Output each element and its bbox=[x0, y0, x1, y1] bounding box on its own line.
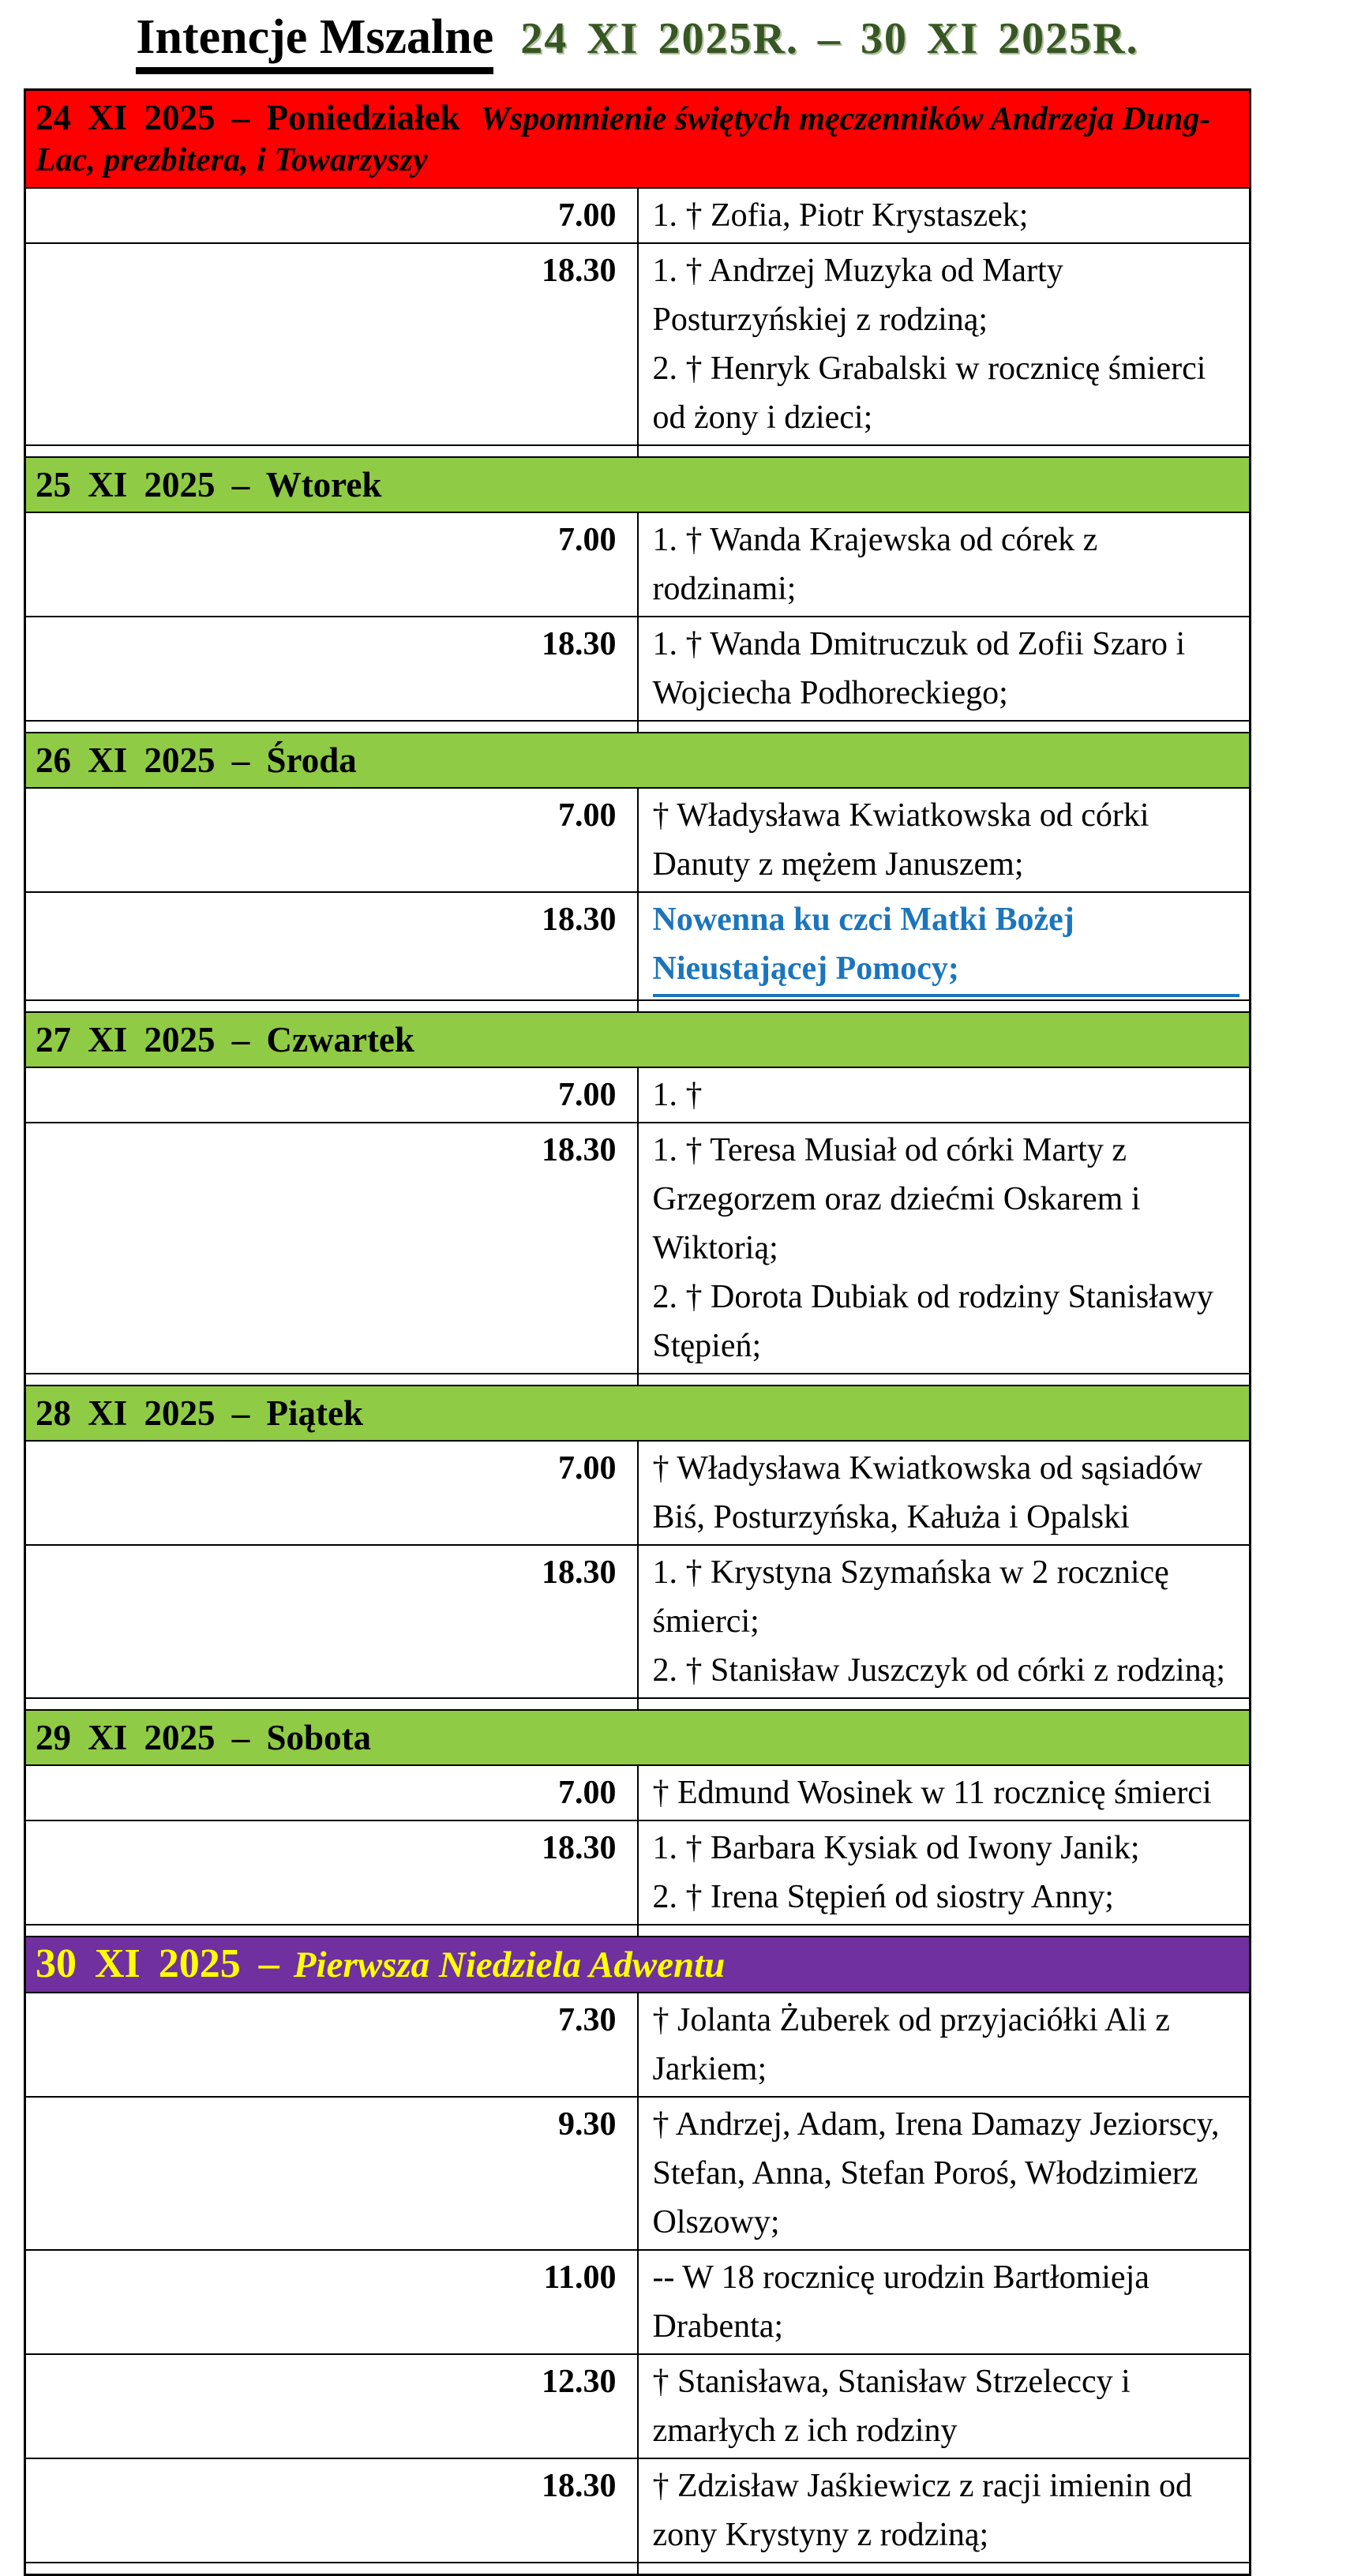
spacer-cell bbox=[25, 1374, 638, 1385]
intention-line: 1. † Andrzej Muzyka od Marty Posturzyńskiej z rodziną; bbox=[652, 253, 1063, 338]
mass-intentions-cell bbox=[638, 188, 1251, 243]
day-header-cell bbox=[25, 1385, 1251, 1441]
intention-row bbox=[25, 188, 1251, 243]
mass-intentions-table bbox=[24, 88, 1251, 2576]
mass-intentions-cell bbox=[638, 243, 1251, 445]
day-header-note: Pierwsza Niedziela Adwentu bbox=[293, 1944, 726, 1985]
intention-row bbox=[25, 892, 1251, 1000]
spacer-cell bbox=[25, 2563, 638, 2575]
intention-line: 2. † Irena Stępień od siostry Anny; bbox=[652, 1879, 1114, 1915]
intention-row bbox=[25, 1765, 1251, 1820]
mass-time-cell: 18.30 bbox=[25, 1123, 638, 1374]
mass-time-cell: 7.00 bbox=[25, 1067, 638, 1123]
mass-time-cell: 18.30 bbox=[25, 892, 638, 1000]
mass-time-cell: 18.30 bbox=[25, 617, 638, 721]
intention-row bbox=[25, 788, 1251, 892]
day-header-row bbox=[25, 1710, 1251, 1765]
mass-intentions-cell bbox=[638, 788, 1251, 892]
intention-line: -- W 18 rocznicę urodzin Bartłomieja Drabenta; bbox=[652, 2259, 1149, 2345]
mass-time-cell: 9.30 bbox=[25, 2097, 638, 2250]
intention-line: 1. † Zofia, Piotr Krystaszek; bbox=[652, 197, 1029, 234]
mass-intentions-cell bbox=[638, 1820, 1251, 1925]
day-header-date: 27 XI 2025 – Czwartek bbox=[36, 1020, 414, 1059]
intention-row bbox=[25, 512, 1251, 617]
mass-time-cell: 7.00 bbox=[25, 512, 638, 617]
intention-row bbox=[25, 2458, 1251, 2563]
intention-line: † Jolanta Żuberek od przyjaciółki Ali z Jarkiem; bbox=[652, 2002, 1170, 2087]
spacer-cell bbox=[638, 721, 1251, 733]
mass-intentions-cell bbox=[638, 892, 1251, 1000]
intention-row bbox=[25, 243, 1251, 445]
mass-time-cell: 12.30 bbox=[25, 2354, 638, 2458]
intention-line: † Zdzisław Jaśkiewicz z racji imienin od zony Krystyny z rodziną; bbox=[652, 2468, 1192, 2553]
page-title-date-range: 24 XI 2025R. – 30 XI 2025R. bbox=[520, 14, 1139, 63]
intention-line: 2. † Stanisław Juszczyk od córki z rodziną; bbox=[652, 1652, 1225, 1689]
day-header-date: 25 XI 2025 – Wtorek bbox=[36, 465, 382, 504]
nowenna-link-text: Nowenna ku czci Matki Bożej Nieustającej Pomocy; bbox=[653, 895, 1240, 997]
page-title-main: Intencje Mszalne bbox=[136, 9, 493, 74]
mass-intentions-cell bbox=[638, 1993, 1251, 2097]
mass-intentions-cell bbox=[638, 2354, 1251, 2458]
intention-row bbox=[25, 1067, 1251, 1123]
intention-line: 1. † Teresa Musiał od córki Marty z Grzegorzem oraz dziećmi Oskarem i Wiktorią; bbox=[652, 1132, 1141, 1266]
intention-line: 1. † Wanda Krajewska od córek z rodzinami; bbox=[652, 522, 1098, 607]
spacer-row bbox=[25, 1374, 1251, 1385]
intention-line: † Stanisława, Stanisław Strzeleccy i zmarłych z ich rodziny bbox=[652, 2364, 1131, 2449]
day-header-cell bbox=[25, 733, 1251, 788]
mass-time-cell: 18.30 bbox=[25, 2458, 638, 2563]
day-header-date: 26 XI 2025 – Środa bbox=[36, 741, 357, 780]
day-header-row bbox=[25, 457, 1251, 512]
intention-row bbox=[25, 617, 1251, 721]
spacer-cell bbox=[638, 1000, 1251, 1012]
spacer-cell bbox=[638, 1374, 1251, 1385]
day-header-row bbox=[25, 1937, 1251, 1993]
spacer-cell bbox=[638, 2563, 1251, 2575]
spacer-row bbox=[25, 2563, 1251, 2575]
intention-row bbox=[25, 1545, 1251, 1698]
mass-time-cell: 18.30 bbox=[25, 243, 638, 445]
day-header-cell bbox=[25, 1937, 1251, 1993]
day-header-cell bbox=[25, 90, 1251, 189]
mass-intentions-cell bbox=[638, 2250, 1251, 2354]
day-header-cell bbox=[25, 1012, 1251, 1067]
mass-intentions-cell bbox=[638, 2458, 1251, 2563]
intention-line: 2. † Dorota Dubiak od rodziny Stanisławy Stępień; bbox=[652, 1279, 1213, 1364]
day-header-date: 28 XI 2025 – Piątek bbox=[36, 1393, 363, 1433]
intention-row bbox=[25, 2354, 1251, 2458]
day-header-note: Wspomnienie świętych męczenników Andrzeja Dung-Lac, prezbitera, i Towarzyszy bbox=[36, 101, 1211, 178]
day-header-row bbox=[25, 1385, 1251, 1441]
day-header-row bbox=[25, 90, 1251, 189]
intention-line: 1. † bbox=[652, 1077, 703, 1113]
intention-line: † Władysława Kwiatkowska od córki Danuty z mężem Januszem; bbox=[652, 797, 1149, 883]
spacer-cell bbox=[25, 1698, 638, 1710]
page-title bbox=[24, 9, 1251, 74]
mass-intentions-cell bbox=[638, 2097, 1251, 2250]
day-header-date: 24 XI 2025 – Poniedziałek bbox=[36, 98, 460, 137]
spacer-cell bbox=[638, 1925, 1251, 1937]
mass-time-cell: 7.30 bbox=[25, 1993, 638, 2097]
day-header-cell bbox=[25, 457, 1251, 512]
intention-line: 2. † Henryk Grabalski w rocznicę śmierci od żony i dzieci; bbox=[652, 351, 1206, 436]
spacer-row bbox=[25, 1000, 1251, 1012]
mass-time-cell: 18.30 bbox=[25, 1545, 638, 1698]
spacer-row bbox=[25, 721, 1251, 733]
intention-line: 1. † Wanda Dmitruczuk od Zofii Szaro i Wojciecha Podhoreckiego; bbox=[652, 626, 1186, 711]
intention-line: † Andrzej, Adam, Irena Damazy Jeziorscy, Stefan, Anna, Stefan Poroś, Włodzimierz Olszowy; bbox=[652, 2106, 1220, 2240]
spacer-row bbox=[25, 445, 1251, 457]
intention-line: 1. † Krystyna Szymańska w 2 rocznicę śmierci; bbox=[652, 1554, 1169, 1640]
mass-time-cell: 7.00 bbox=[25, 188, 638, 243]
intention-row bbox=[25, 1441, 1251, 1545]
day-header-date: 29 XI 2025 – Sobota bbox=[36, 1718, 372, 1757]
spacer-row bbox=[25, 1925, 1251, 1937]
mass-time-cell: 18.30 bbox=[25, 1820, 638, 1925]
intention-row bbox=[25, 1123, 1251, 1374]
spacer-cell bbox=[638, 445, 1251, 457]
spacer-cell bbox=[25, 445, 638, 457]
nowenna-link[interactable] bbox=[653, 895, 1240, 997]
day-header-row bbox=[25, 1012, 1251, 1067]
spacer-cell bbox=[25, 1000, 638, 1012]
mass-intentions-cell bbox=[638, 1765, 1251, 1820]
intention-row bbox=[25, 1993, 1251, 2097]
mass-intentions-cell bbox=[638, 1123, 1251, 1374]
mass-intentions-cell bbox=[638, 1441, 1251, 1545]
intention-line: 1. † Barbara Kysiak od Iwony Janik; bbox=[652, 1830, 1140, 1866]
mass-intentions-cell bbox=[638, 512, 1251, 617]
spacer-cell bbox=[638, 1698, 1251, 1710]
spacer-cell bbox=[25, 721, 638, 733]
mass-intentions-cell bbox=[638, 1545, 1251, 1698]
mass-time-cell: 11.00 bbox=[25, 2250, 638, 2354]
mass-intentions-cell bbox=[638, 1067, 1251, 1123]
day-header-row bbox=[25, 733, 1251, 788]
intention-row bbox=[25, 2250, 1251, 2354]
intention-row bbox=[25, 2097, 1251, 2250]
day-header-cell bbox=[25, 1710, 1251, 1765]
mass-time-cell: 7.00 bbox=[25, 1441, 638, 1545]
mass-time-cell: 7.00 bbox=[25, 788, 638, 892]
spacer-cell bbox=[25, 1925, 638, 1937]
intention-line: † Edmund Wosinek w 11 rocznicę śmierci bbox=[652, 1775, 1212, 1811]
intention-line: † Władysława Kwiatkowska od sąsiadów Biś, Posturzyńska, Kałuża i Opalski bbox=[652, 1450, 1203, 1535]
spacer-row bbox=[25, 1698, 1251, 1710]
mass-intentions-cell bbox=[638, 617, 1251, 721]
day-header-date: 30 XI 2025 – bbox=[36, 1941, 279, 1986]
mass-time-cell: 7.00 bbox=[25, 1765, 638, 1820]
intention-row bbox=[25, 1820, 1251, 1925]
